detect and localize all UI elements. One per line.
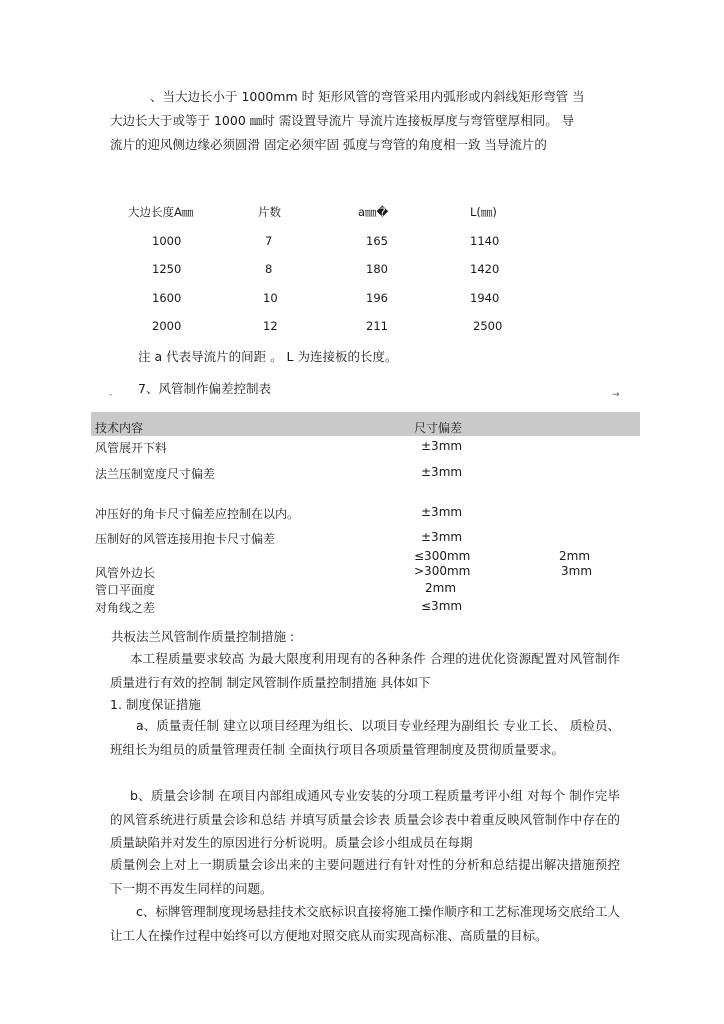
outer-edge-range-2: >300mm — [414, 564, 471, 578]
quality-para-a: a、质量责任制 建立以项目经理为组长、以项目专业经理为副组长 专业工长、 质检员、班组长为组员的质量管理责任制 全面执行项目各项质量管理制度及贯彻质量要求。 — [110, 718, 620, 757]
tolerance-row-value: ±3mm — [421, 505, 463, 519]
table-cell: 8 — [265, 262, 273, 276]
outer-edge-range-1: ≤300mm — [414, 549, 471, 563]
table-cell: 10 — [263, 291, 278, 305]
intro-line-3: 流片的迎风侧边缘必须圆滑 固定必须牢固 弧度与弯管的角度相一致 当导流片的 — [110, 137, 547, 152]
intro-line-2: 大边长大于或等于 1000 ㎜时 需设置导流片 导流片连接板厚度与弯管壁厚相同。 导 — [110, 113, 575, 128]
outer-edge-item: 风管外边长 — [95, 566, 156, 580]
table-cell: 165 — [366, 234, 388, 248]
table-cell: 1140 — [470, 234, 500, 248]
outer-edge-value-2: 3mm — [561, 564, 593, 578]
tolerance-header-value: 尺寸偏差 — [414, 421, 463, 435]
tolerance-table-header-bar — [91, 412, 640, 436]
quality-intro: 本工程质量要求较高 为最大限度利用现有的各种条件 合理的进优化资源配置对风管制作质量进行有效的控制 制定风管制作质量控制措施 具体如下 — [110, 651, 620, 690]
tolerance-row-item: 风管展开下料 — [95, 441, 168, 455]
table-cell: 7 — [265, 234, 273, 248]
quality-subtitle-1: 1. 制度保证措施 — [110, 697, 201, 712]
table-note: 注 a 代表导流片的间距 。 L 为连接板的长度。 — [138, 349, 398, 364]
table-cell: 1940 — [470, 291, 500, 305]
tolerance-row-item: 压制好的风管连接用抱卡尺寸偏差 — [95, 532, 276, 546]
tolerance-row-value: ±3mm — [421, 439, 463, 453]
intro-line-1: 、当大边长小于 1000mm 时 矩形风管的弯管采用内弧形或内斜线矩形弯管 当 — [150, 89, 585, 104]
tolerance-row-item: 法兰压制宽度尺寸偏差 — [95, 467, 216, 481]
quality-title: 共板法兰风管制作质量控制措施 : — [111, 629, 295, 644]
table-cell: 180 — [366, 262, 388, 276]
table-cell: 1600 — [152, 291, 182, 305]
quality-para-b1: b、质量会诊制 在项目内部组成通风专业安装的分项工程质量考评小组 对每个 制作完毕的风管系统进行质量会诊和总结 并填写质量会诊表 质量会诊表中着重反映风管制作中存在的质量缺陷并对发生的原因进行分析说明。质量会诊小组成员在每期 — [110, 788, 620, 850]
flatness-value: 2mm — [425, 581, 457, 595]
quality-para-c: c、标牌管理制度现场悬挂技术交底标识直接将施工操作顺序和工艺标准现场交底给工人让工人在操作过程中始终可以方便地对照交底从而实现高标准、高质量的目标。 — [110, 904, 620, 943]
table-cell: 2500 — [473, 319, 503, 333]
table-cell: 211 — [366, 319, 388, 333]
section-7-title: 7、风管制作偏差控制表 — [138, 381, 271, 396]
tolerance-row-value: ±3mm — [421, 465, 463, 479]
dash-right: → — [612, 390, 620, 400]
col-header-count: 片数 — [258, 205, 281, 219]
table-cell: 196 — [366, 291, 388, 305]
flatness-item: 管口平面度 — [95, 583, 156, 597]
table-cell: 2000 — [152, 319, 182, 333]
dash-left: - — [109, 390, 113, 400]
col-header-side-length: 大边长度A㎜ — [128, 205, 194, 219]
table-cell: 1000 — [152, 234, 182, 248]
tolerance-row-item: 冲压好的角卡尺寸偏差应控制在以内。 — [95, 507, 300, 521]
table-cell: 1420 — [470, 262, 500, 276]
tolerance-row-value: ±3mm — [421, 530, 463, 544]
col-header-spacing: a㎜� — [358, 205, 389, 219]
quality-para-b2: 质量例会上对上一期质量会诊出来的主要问题进行有针对性的分析和总结提出解决措施预控下一期不再发生同样的问题。 — [110, 857, 620, 896]
outer-edge-value-1: 2mm — [559, 549, 591, 563]
table-cell: 1250 — [152, 262, 182, 276]
col-header-plate-length: L(㎜) — [470, 205, 497, 219]
table-cell: 12 — [263, 319, 278, 333]
diagonal-value: ≤3mm — [421, 599, 463, 613]
diagonal-item: 对角线之差 — [95, 601, 156, 615]
tolerance-header-item: 技术内容 — [95, 421, 144, 435]
